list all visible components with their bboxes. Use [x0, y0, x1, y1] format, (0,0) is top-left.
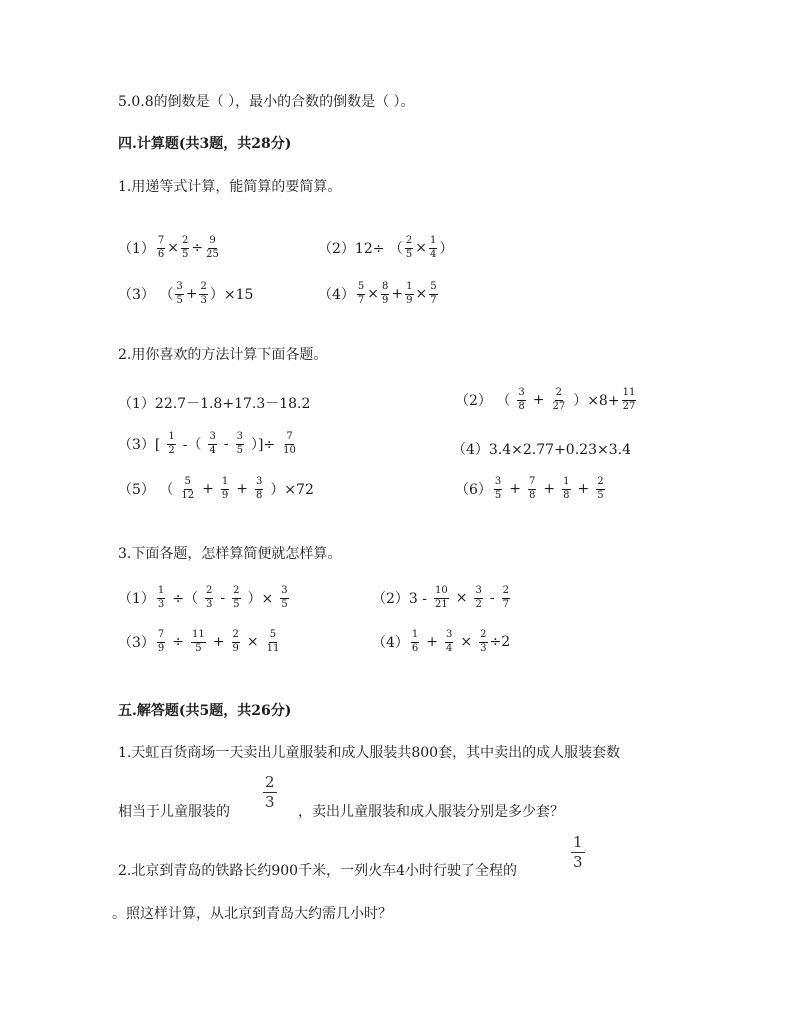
expr-label: （1）	[118, 241, 155, 257]
problem-3-title: 3.下面各题，怎样算简便就怎样算。	[118, 546, 342, 562]
operator: ）×15	[209, 287, 254, 303]
expr-label: （2）3 -	[372, 591, 427, 607]
operator: +	[543, 481, 556, 497]
operator: ）×72	[270, 482, 314, 498]
fraction: $\frac{11}{5}$	[192, 629, 205, 654]
fraction: $\frac{7}{9}$	[157, 629, 165, 654]
fraction: $\frac{1}{4}$	[430, 235, 437, 260]
expr-3-4	[372, 630, 510, 654]
expr-1-2	[318, 236, 453, 260]
fraction: $\frac{5}{12}$	[181, 476, 195, 501]
expr-label: （5） （	[118, 482, 174, 498]
expr-2-6	[455, 477, 607, 501]
operator: ÷	[172, 634, 185, 650]
fraction: $\frac{3}{8}$	[255, 476, 263, 501]
problem-2-title: 2.用你喜欢的方法计算下面各题。	[118, 347, 328, 363]
fraction: $\frac{1}{2}$	[168, 431, 175, 456]
fraction: $\frac{3}{4}$	[446, 629, 453, 654]
fraction: $\frac{2}{5}$	[182, 235, 189, 260]
operator: +	[532, 392, 545, 408]
operator: ×	[460, 634, 473, 650]
operator: +	[391, 286, 404, 302]
operator: ）×8+	[573, 393, 620, 409]
fraction: $\frac{2}{9}$	[232, 629, 239, 654]
fraction: $\frac{3}{5}$	[236, 431, 243, 456]
operator: -	[223, 436, 229, 452]
operator: ）×	[247, 591, 274, 607]
word-problem-1-line-2b: ，卖出儿童服装和成人服装分别是多少套？	[298, 804, 564, 820]
operator: ×	[167, 240, 180, 256]
fraction: $\frac{9}{25}$	[206, 235, 219, 260]
fraction: $\frac{10}{21}$	[435, 585, 448, 610]
expr-2-2	[455, 388, 638, 412]
expr-label: （1）	[118, 591, 155, 607]
expr-3-2	[372, 586, 512, 610]
fraction: $\frac{3}{2}$	[475, 585, 482, 610]
problem-1-title: 1.用递等式计算，能简算的要简算。	[118, 179, 342, 195]
expr-label: （6）	[455, 482, 492, 498]
word-problem-2-line-1: 2.北京到青岛的铁路长约900千米，一列火车4小时行驶了全程的	[118, 863, 517, 879]
expr-label: （4）	[318, 287, 355, 303]
operator: ）]÷	[250, 437, 276, 453]
fraction: $\frac{3}{8}$	[518, 387, 525, 412]
expr-1-3	[118, 282, 253, 306]
fraction: $\frac{5}{7}$	[430, 281, 437, 306]
expr-3-1	[118, 586, 291, 610]
fraction: $\frac{2}{5}$	[405, 235, 413, 260]
expr-label: （3）[	[118, 437, 161, 453]
fraction: $\frac{3}{4}$	[209, 431, 216, 456]
operator: ÷2	[489, 634, 511, 650]
word-problem-2-line-2: 。照这样计算，从北京到青岛大约需几小时？	[112, 906, 392, 922]
operator: ×	[246, 634, 259, 650]
operator: +	[236, 481, 248, 497]
fraction: $\frac{1}{6}$	[411, 629, 419, 654]
fraction: $\frac{2}{5}$	[233, 585, 240, 610]
fraction: $\frac{2}{3}$	[206, 585, 213, 610]
fraction: $\frac{3}{5}$	[494, 476, 502, 501]
fraction: $\frac{2}{7}$	[502, 585, 509, 610]
operator: +	[426, 634, 439, 650]
expr-label: （2）	[318, 241, 355, 257]
operator: ×	[415, 240, 428, 256]
fraction: $\frac{2}{5}$	[597, 476, 604, 501]
fraction: $\frac{11}{27}$	[622, 387, 636, 412]
fraction: $\frac{1}{3}$	[157, 585, 165, 610]
word-problem-1-line-1: 1.天虹百货商场一天卖出儿童服装和成人服装共800套，其中卖出的成人服装套数	[118, 745, 621, 761]
section-4-title: 四.计算题(共3题，共28分)	[118, 136, 292, 152]
expr-2-4: （4）3.4×2.77+0.23×3.4	[452, 442, 631, 458]
expr-2-3	[118, 432, 299, 456]
expr-2-5	[118, 477, 314, 501]
fraction: $\frac{1}{8}$	[563, 476, 570, 501]
section-5-title: 五.解答题(共5题，共26分)	[118, 703, 292, 719]
operator: 12÷ （	[354, 241, 403, 257]
fraction: $\frac{8}{9}$	[382, 281, 389, 306]
fraction: $\frac{2}{3}$	[480, 629, 487, 654]
operator: ÷（	[172, 591, 199, 607]
operator: -	[220, 590, 226, 606]
operator: +	[509, 481, 522, 497]
expr-2-1: （1）22.7－1.8+17.3－18.2	[118, 396, 311, 412]
operator: -	[489, 590, 495, 606]
operator: +	[202, 481, 214, 497]
operator: +	[185, 286, 198, 302]
fraction: $\frac{5}{7}$	[357, 281, 365, 306]
expr-3-3	[118, 630, 282, 654]
fraction: $\frac{3}{5}$	[281, 585, 288, 610]
fraction: $\frac{7}{8}$	[529, 476, 536, 501]
fraction: $\frac{2}{3}$	[200, 281, 207, 306]
operator: -（	[182, 437, 202, 453]
operator: +	[212, 634, 225, 650]
expr-1-4	[318, 282, 440, 306]
word-problem-2-fraction: 1 3	[573, 833, 583, 871]
operator: ×	[455, 590, 468, 606]
expr-label: （2） （	[455, 393, 511, 409]
expr-label: （3） （	[118, 287, 174, 303]
operator: ÷	[191, 240, 204, 256]
operator: ×	[367, 286, 380, 302]
fraction: $\frac{3}{5}$	[176, 281, 183, 306]
operator: ×	[415, 286, 428, 302]
word-problem-1-line-2a: 相当于儿童服装的	[118, 804, 230, 820]
fraction: $\frac{7}{10}$	[283, 431, 296, 456]
question-5-fill-blank: 5.0.8的倒数是（ ），最小的合数的倒数是（ ）。	[118, 94, 415, 110]
fraction: $\frac{5}{11}$	[266, 629, 280, 654]
fraction: $\frac{1}{9}$	[221, 476, 229, 501]
word-problem-1-fraction: 2 3	[265, 773, 275, 811]
operator: +	[577, 481, 590, 497]
fraction: $\frac{7}{6}$	[157, 235, 165, 260]
fraction: $\frac{1}{9}$	[406, 281, 413, 306]
expr-1-1	[118, 236, 222, 260]
fraction: $\frac{2}{27}$	[552, 387, 566, 412]
expr-label: （3）	[118, 635, 155, 651]
expr-label: （4）	[372, 635, 409, 651]
operator: ）	[439, 241, 454, 257]
